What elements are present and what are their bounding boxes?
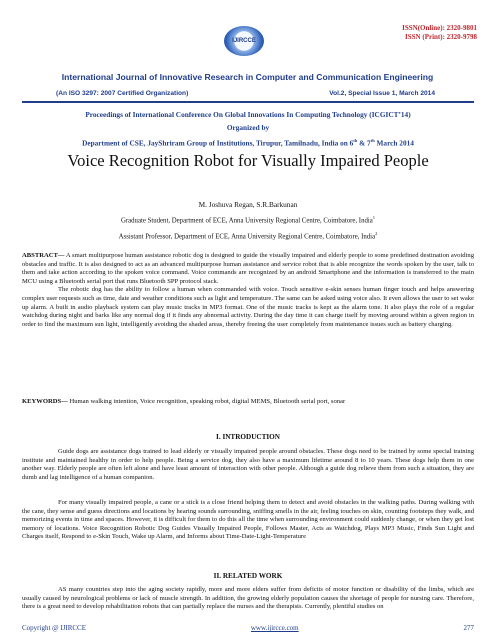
related-work-paragraph-1: AS many countries step into the aging society rapidly, more and more elders suffer from deficits of motor function or disability of the limbs, which are usually caused by neurological problems or lack of muscle strength. In addition, the growing elderly population causes the shortage of people for nursing care. Therefore, there is a great need to develop rehabilitation robots that can partially replace the nurses and the therapists. Currently, plentiful studies on bbox=[22, 586, 474, 611]
abstract-paragraph-1: ABSTRACT— A smart multipurpose human assistance robotic dog is designed to guide the visually impaired and elderly people to some predefined destination avoiding obstacles and traffic. It is also designed to act as an advanced multipurpose human assistance and service robot that is able recognize the words spoken by the user, talk to them and take action according to the spoken voice command. Voice commands are recognized by an android Smartphone and the information is transferred to the main MCU using a Bluetooth serial port that runs Bluetooth SPP protocol stack. bbox=[22, 252, 474, 285]
issn-print: ISSN (Print): 2320-9798 bbox=[405, 33, 477, 41]
section-heading-related-work: II. RELATED WORK bbox=[213, 572, 283, 580]
section-heading-introduction: I. INTRODUCTION bbox=[216, 433, 280, 441]
journal-logo bbox=[224, 26, 264, 56]
footer-page-number: 277 bbox=[463, 624, 474, 632]
certification: (An ISO 3297: 2007 Certified Organization) bbox=[56, 90, 189, 97]
footer-url-link[interactable]: www.ijircce.com bbox=[250, 624, 299, 632]
abstract-paragraph-2: The robotic dog has the ability to follow a human when commanded with voice. Touch sensitive e-skin senses human finger touch and helps answering complex user requests such as time, date and weather conditions such as light and temperature. The same can be asked using voice also. It even allows the user to set wake up alarm. A built in audio playback system can play music tracks in MP3 format. One of the music tracks is kept as the alarm tone. It also plays the role of a regular watchdog during night and barks like any normal dog if it finds any abnormal activity. During the day time it can charge itself by moving around within a given region in order to find the maximum sun light, intelligently avoiding the shaded areas, thereby freeing the user completely from maintenance issues such as battery charging. bbox=[22, 286, 474, 328]
department-line: Department of CSE, JayShriram Group of Institutions, Tirupur, Tamilnadu, India on 6th & 7th March 2014 bbox=[82, 138, 414, 148]
journal-subheader bbox=[56, 90, 435, 97]
journal-logo-text: IJIRCCE bbox=[232, 38, 256, 44]
issn-online: ISSN(Online): 2320-9801 bbox=[402, 24, 477, 32]
organized-by: Organized by bbox=[226, 123, 270, 132]
abstract-label: ABSTRACT— bbox=[22, 252, 65, 259]
introduction-paragraph-1: Guide dogs are assistance dogs trained to lead elderly or visually impaired people around obstacles. These dogs need to be trained by some special training institute and maintained healthy in order to help people. Being a service dog, they also have a maximum lifetime around 8 to 10 years. These dogs help them in one another way. Elderly people are often left alone and have least amount of interaction with other people. Although a guide dog relieve them from such a situation, they are dumb and lag intelligence of a human companion. bbox=[22, 448, 474, 481]
issn-block bbox=[402, 24, 477, 42]
affiliation-2: Assistant Professor, Department of ECE, Anna University Regional Centre, Coimbatore, India$^2$ bbox=[118, 231, 378, 241]
paper-title: Voice Recognition Robot for Visually Impaired People bbox=[67, 151, 429, 170]
proceedings-title: Proceedings of International Conference On Global Innovations In Computing Technology (ICGICT’14) bbox=[85, 110, 411, 119]
affiliation-1: Graduate Student, Department of ECE, Anna University Regional Centre, Coimbatore, India$^1$ bbox=[120, 215, 376, 225]
abstract bbox=[22, 252, 474, 329]
keywords-text: Human walking intention, Voice recognition, speaking robot, digital MEMS, Bluetooth serial port, sonar bbox=[67, 398, 346, 405]
issue-info: Vol.2, Special Issue 1, March 2014 bbox=[329, 90, 435, 97]
proceedings-block bbox=[22, 108, 474, 149]
keywords bbox=[22, 398, 474, 407]
header-divider bbox=[22, 101, 474, 103]
footer-copyright: Copyright @ IJIRCCE bbox=[22, 624, 87, 632]
journal-title: International Journal of Innovative Research in Computer and Communication Engineering bbox=[61, 72, 434, 82]
author-block bbox=[22, 199, 474, 244]
introduction-paragraph-2: For many visually impaired people, a cane or a stick is a close friend helping them to detect and avoid obstacles in the walking paths. During walking with the cane, they sense and guess directions and locations by hearing sounds surrounding, sniffing smells in the air, feeling touches on skin, counting footsteps they walk, and memorizing events in time and spaces. However, it is difficult for them to do this all the time when surrounding environment could suddenly change, or when they get lost memory of locations. Voice Recognition Robotic Dog Guides Visually Impaired People, Follows Master, Acts as Watchdog, Plays MP3 Music, Finds Sun Light and Charges itself, Respond to e-Skin Touch, Wake up Alarm, and Informs about Time-Date-Light-Temperature bbox=[22, 499, 474, 541]
page-footer bbox=[22, 624, 474, 632]
keywords-label: KEYWORDS— bbox=[22, 398, 68, 405]
authors: M. Joshuva Regan, S.R.Barkunan bbox=[198, 200, 298, 209]
